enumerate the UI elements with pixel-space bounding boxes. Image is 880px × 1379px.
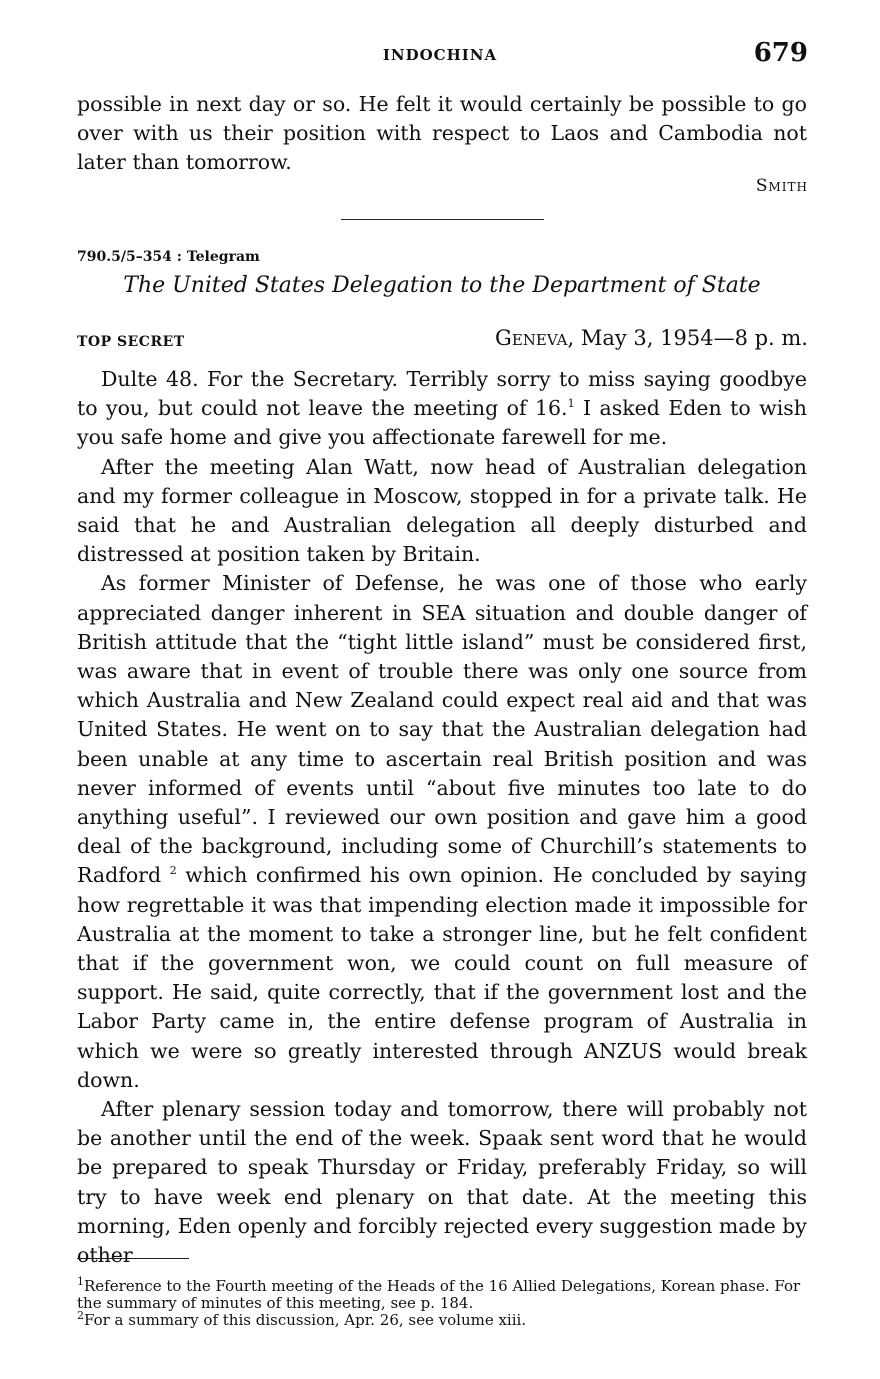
prior-paragraph: possible in next day or so. He felt it would certainly be possible to go over with us their position with respect to Laos and Cambodia not later than tomorrow. — [77, 92, 807, 175]
footnote-text: For a summary of this discussion, Apr. 26, see volume xiii. — [84, 1311, 527, 1329]
paragraph — [77, 453, 807, 570]
running-header: INDOCHINA — [382, 46, 498, 64]
paragraph — [77, 569, 807, 1095]
footnotes — [77, 1275, 807, 1329]
telegram-body — [77, 365, 807, 1270]
prior-document-ending — [77, 90, 807, 178]
dateline-date: , May 3, 1954—8 p. m. — [567, 326, 808, 350]
paragraph-text: As former Minister of Defense, he was one of those who early appreciated danger inherent in SEA situation and double danger of British attitude that the “tight little island” must be considered first, was aware that in event of trouble there was only one source from which Australia and New Zealand could expect real aid and that was United States. He went on to say that the Australian delegation had been unable at any time to ascertain real British position and was never informed of events until “about five minutes too late to do anything useful”. I reviewed our own position and gave him a good deal of the background, including some of Churchill’s statements to Radford — [77, 571, 807, 888]
footnote-mark: 2 — [77, 1309, 84, 1322]
paragraph-text: After plenary session today and tomorrow, there will probably not be another until the end of the week. Spaak sent word that he would be prepared to speak Thursday or Friday, preferably Friday, so will try to have week end plenary on that date. At the meeting this morning, Eden openly and forcibly rejected every suggestion made by other — [77, 1097, 807, 1268]
paragraph-text-cont: I asked Eden to wish you safe home and give you affectionate farewell for me. — [77, 396, 807, 450]
footnote-text: Reference to the Fourth meeting of the Heads of the 16 Allied Delegations, Korean phase. For the summary of minutes of this meeting, see p. 184. — [77, 1277, 801, 1312]
document-title: The United States Delegation to the Department of State — [123, 273, 761, 298]
footnote-ref: 2 — [169, 864, 177, 878]
footnote-ref: 1 — [567, 397, 575, 411]
paragraph-text: Dulte 48. For the Secretary. Terribly sorry to miss saying goodbye to you, but could not leave the meeting of 16. — [77, 367, 807, 421]
page-number: 679 — [753, 38, 808, 68]
section-divider — [341, 219, 544, 220]
paragraph — [77, 1095, 807, 1270]
paragraph — [77, 365, 807, 453]
footnote-mark: 1 — [77, 1275, 84, 1288]
dateline-place: Geneva — [495, 326, 568, 350]
classification: TOP SECRET — [77, 334, 185, 350]
paragraph-text: After the meeting Alan Watt, now head of Australian delegation and my former colleague in Moscow, stopped in for a private talk. He said that he and Australian delegation all deeply disturbed and distressed at position taken by Britain. — [77, 454, 807, 567]
paragraph-text-cont: which confirmed his own opinion. He concluded by saying how regrettable it was that impending election made it impossible for Australia at the moment to take a stronger line, but he felt confident that if the government won, we could count on full measure of support. He said, quite correctly, that if the government lost and the Labor Party came in, the entire defense program of Australia in which we were so greatly interested through ANZUS would break down. — [77, 863, 807, 1092]
footnote — [77, 1275, 807, 1312]
footnote-divider — [77, 1258, 189, 1259]
footnote — [77, 1309, 807, 1329]
dateline — [495, 326, 808, 350]
signature: Smith — [755, 176, 808, 196]
file-reference: 790.5/5–354 : Telegram — [77, 249, 260, 265]
